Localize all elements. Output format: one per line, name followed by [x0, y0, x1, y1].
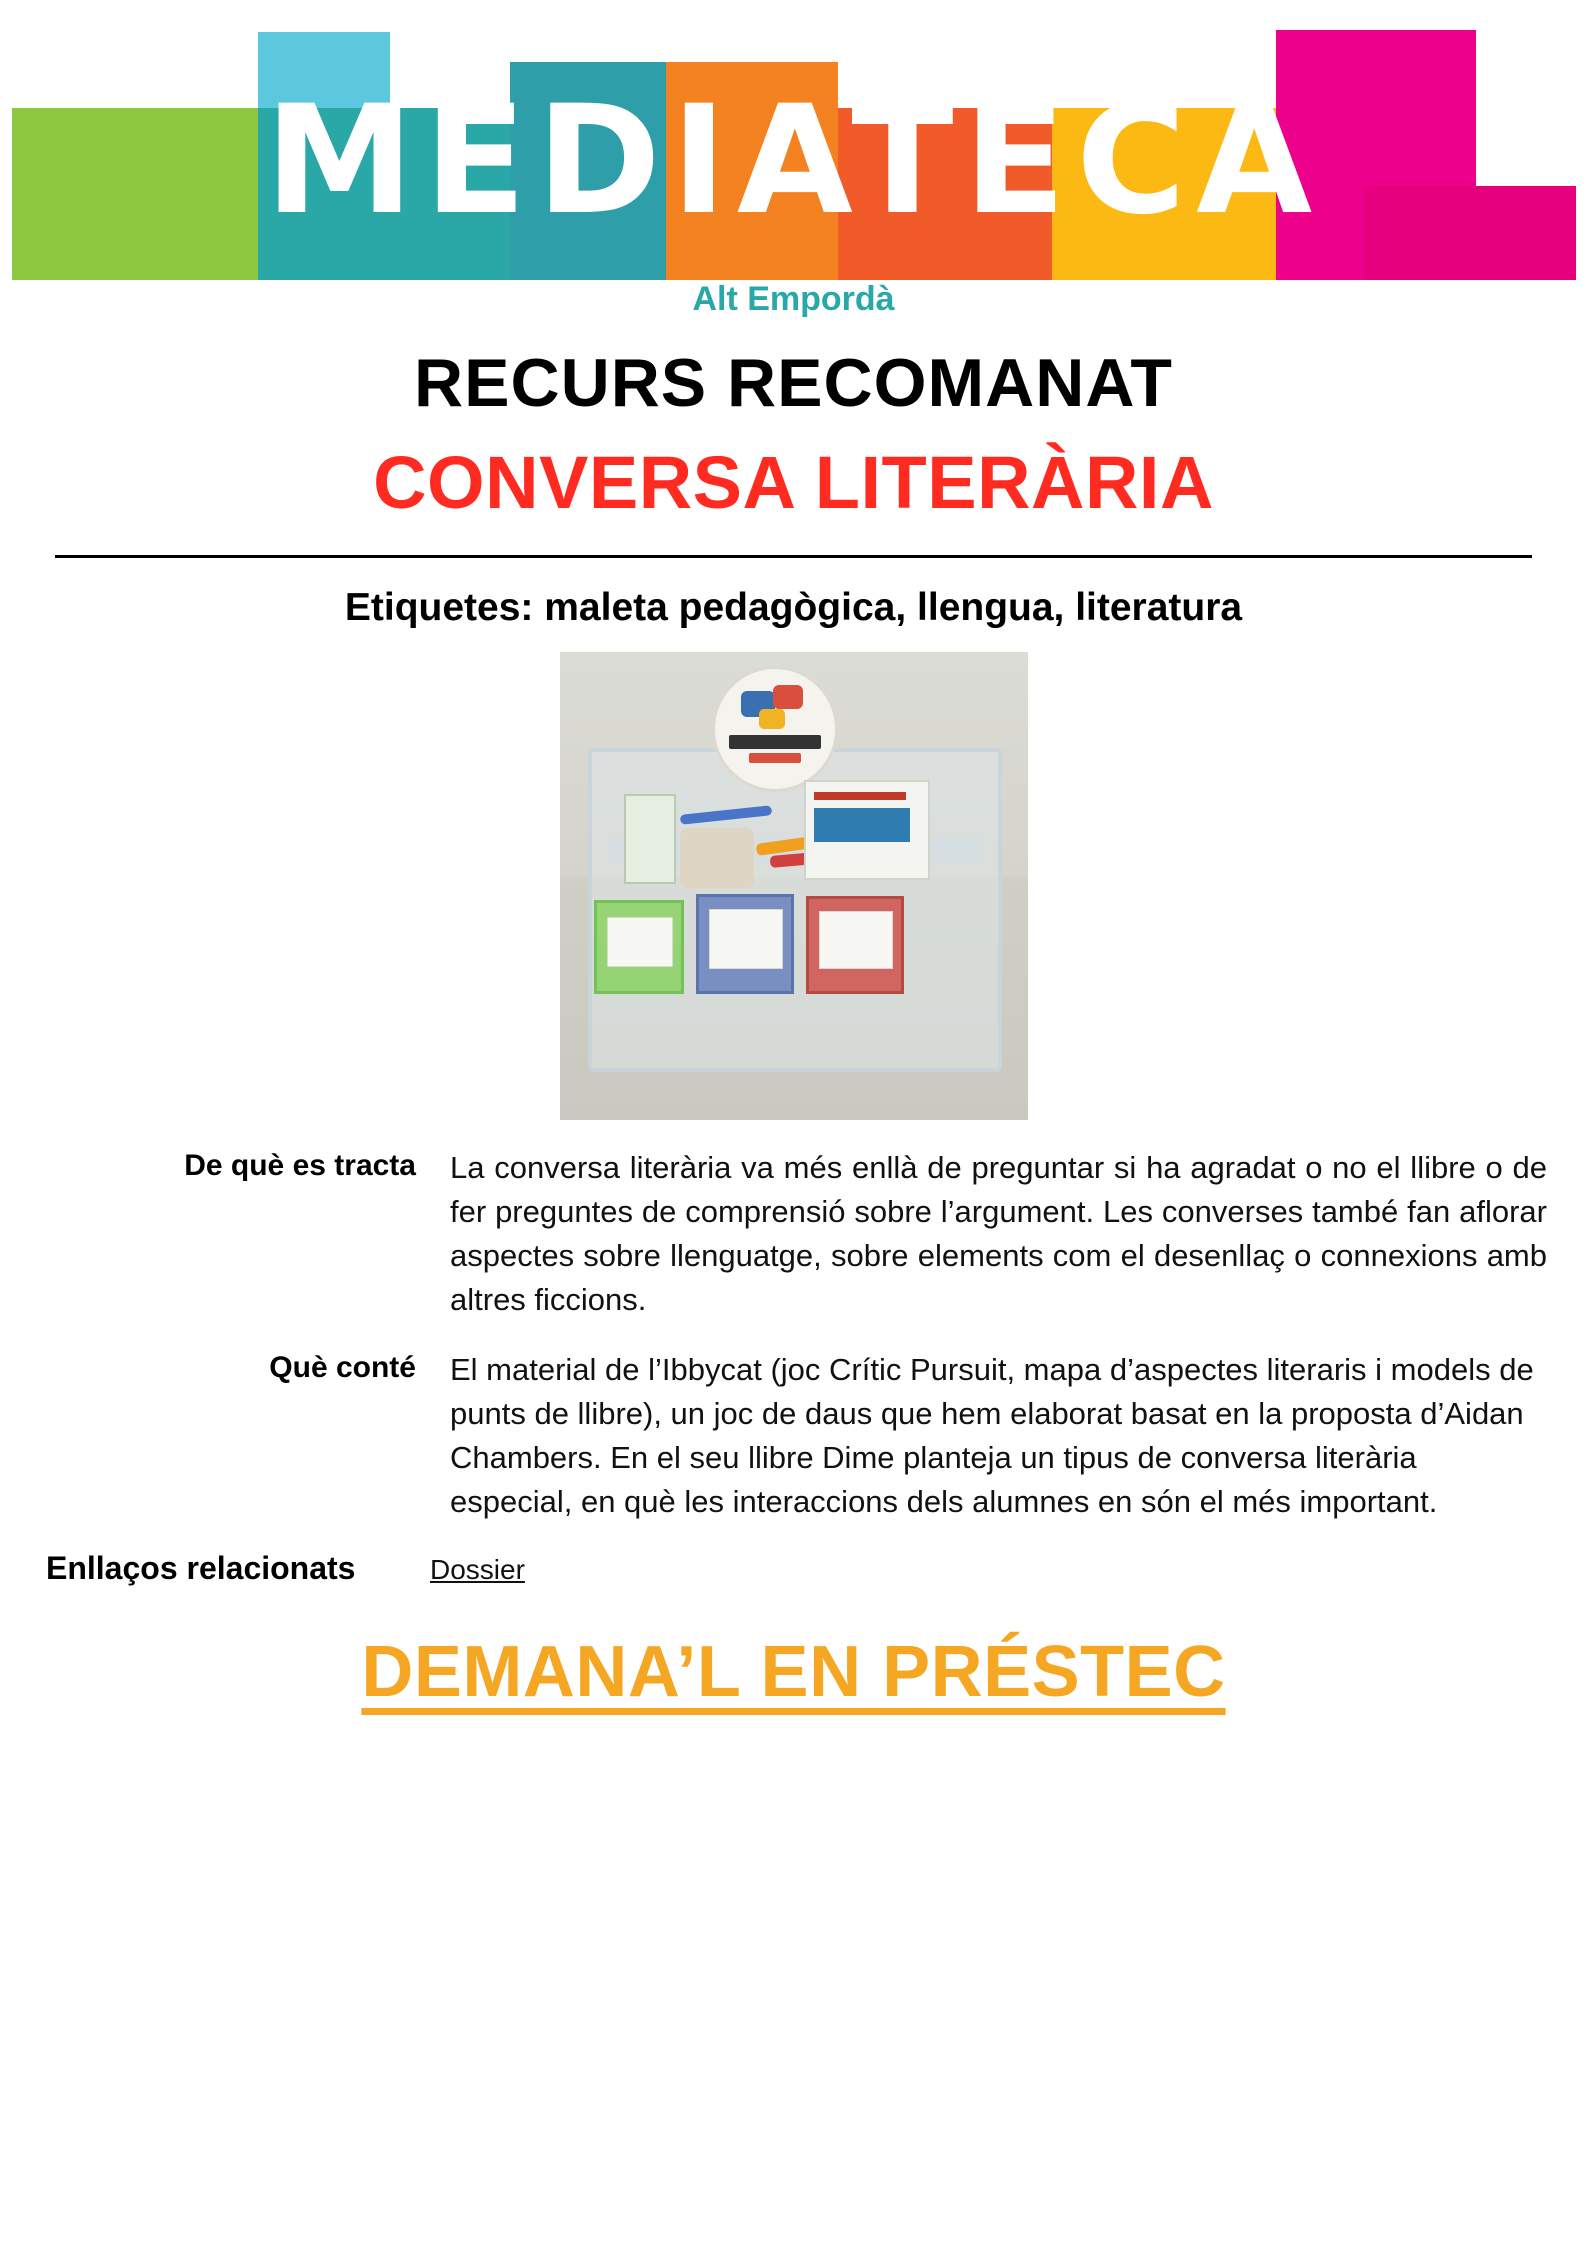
- photo-canvas: [560, 652, 1028, 1120]
- detail-text: El material de l’Ibbycat (joc Crític Pursuit, mapa d’aspectes literaris i models de punts de llibre), un joc de daus que hem elaborat basat en la proposta d’Aidan Chambers. En el seu llibre Dime planteja un tipus de conversa literària especial, en què les interaccions dels alumnes en són el més important.: [450, 1352, 1534, 1520]
- photo-badge-title: [729, 735, 821, 749]
- photo-card: [607, 917, 673, 967]
- related-links-label: Enllaços relacionats: [46, 1550, 356, 1587]
- photo-blue-box: [696, 894, 794, 994]
- related-links-row: [0, 1550, 1587, 1587]
- photo-green-box: [594, 900, 684, 994]
- detail-row-about: [46, 1146, 1547, 1322]
- detail-label: De què es tracta: [184, 1149, 416, 1182]
- speech-bubble-icon: [759, 709, 785, 729]
- photo-cloth-bag: [680, 828, 754, 888]
- horizontal-divider: [55, 555, 1532, 558]
- detail-label: Què conté: [269, 1351, 416, 1385]
- logo-subtitle: Alt Empordà: [692, 280, 895, 318]
- photo-sheet-heading: [814, 792, 906, 800]
- photo-round-badge: [712, 666, 838, 792]
- photo-card: [709, 909, 783, 969]
- detail-text: La conversa literària va més enllà de preguntar si ha agradat o no el llibre o de fer preguntes de comprensió sobre l’argument. Les converses també fan aflorar aspectes sobre llenguatge, sobre elements com el desenllaç o connexions amb altres ficcions.: [450, 1150, 1547, 1318]
- photo-sheet-title: [814, 808, 910, 842]
- request-loan-cta[interactable]: DEMANA’L EN PRÉSTEC: [361, 1632, 1226, 1713]
- logo-wordmark: MEDIATECA: [264, 74, 1323, 248]
- photo-badge-subtitle: [749, 753, 801, 763]
- resource-details: [0, 1146, 1587, 1524]
- photo-card: [819, 911, 893, 969]
- page-kicker: RECURS RECOMANAT: [414, 345, 1173, 421]
- detail-row-contents: [46, 1348, 1547, 1524]
- tags-line: Etiquetes: maleta pedagògica, llengua, literatura: [344, 586, 1243, 629]
- photo-printed-sheet: [804, 780, 930, 880]
- photo-green-card: [624, 794, 676, 884]
- dossier-link[interactable]: Dossier: [430, 1554, 525, 1586]
- speech-bubble-icon: [773, 685, 803, 709]
- resource-photo: [560, 652, 1028, 1120]
- page-title: CONVERSA LITERÀRIA: [373, 441, 1214, 524]
- photo-red-box: [806, 896, 904, 994]
- logo-banner: [0, 0, 1587, 318]
